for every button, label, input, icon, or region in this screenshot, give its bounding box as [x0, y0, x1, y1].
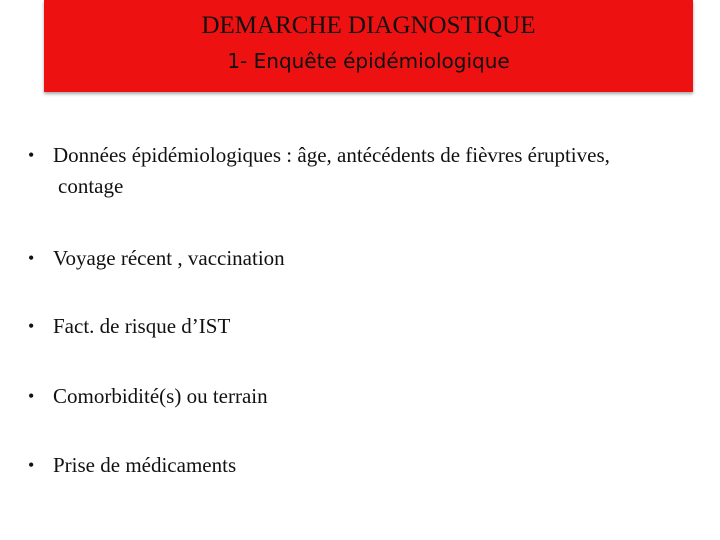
- bullet-icon: •: [28, 455, 35, 475]
- list-item: [28, 450, 698, 481]
- list-item: [28, 243, 698, 274]
- bullet-icon: •: [28, 145, 35, 165]
- bullet-icon: •: [28, 316, 35, 336]
- bullet-text: Voyage récent , vaccination: [53, 246, 285, 270]
- bullet-text-continuation: contage: [58, 174, 124, 198]
- slide-subtitle: 1- Enquête épidémiologique: [227, 49, 510, 73]
- list-item: [28, 140, 698, 202]
- bullet-text: Données épidémiologiques : âge, antécédents de fièvres éruptives,: [53, 143, 610, 167]
- list-item: [28, 311, 698, 342]
- bullet-text: Prise de médicaments: [53, 453, 237, 477]
- slide-title: DEMARCHE DIAGNOSTIQUE: [201, 12, 536, 39]
- bullet-icon: •: [28, 248, 35, 268]
- list-item: [28, 381, 698, 412]
- bullet-icon: •: [28, 386, 35, 406]
- bullet-text: Comorbidité(s) ou terrain: [53, 384, 268, 408]
- title-banner: [44, 0, 693, 92]
- bullet-text: Fact. de risque d’IST: [53, 314, 231, 338]
